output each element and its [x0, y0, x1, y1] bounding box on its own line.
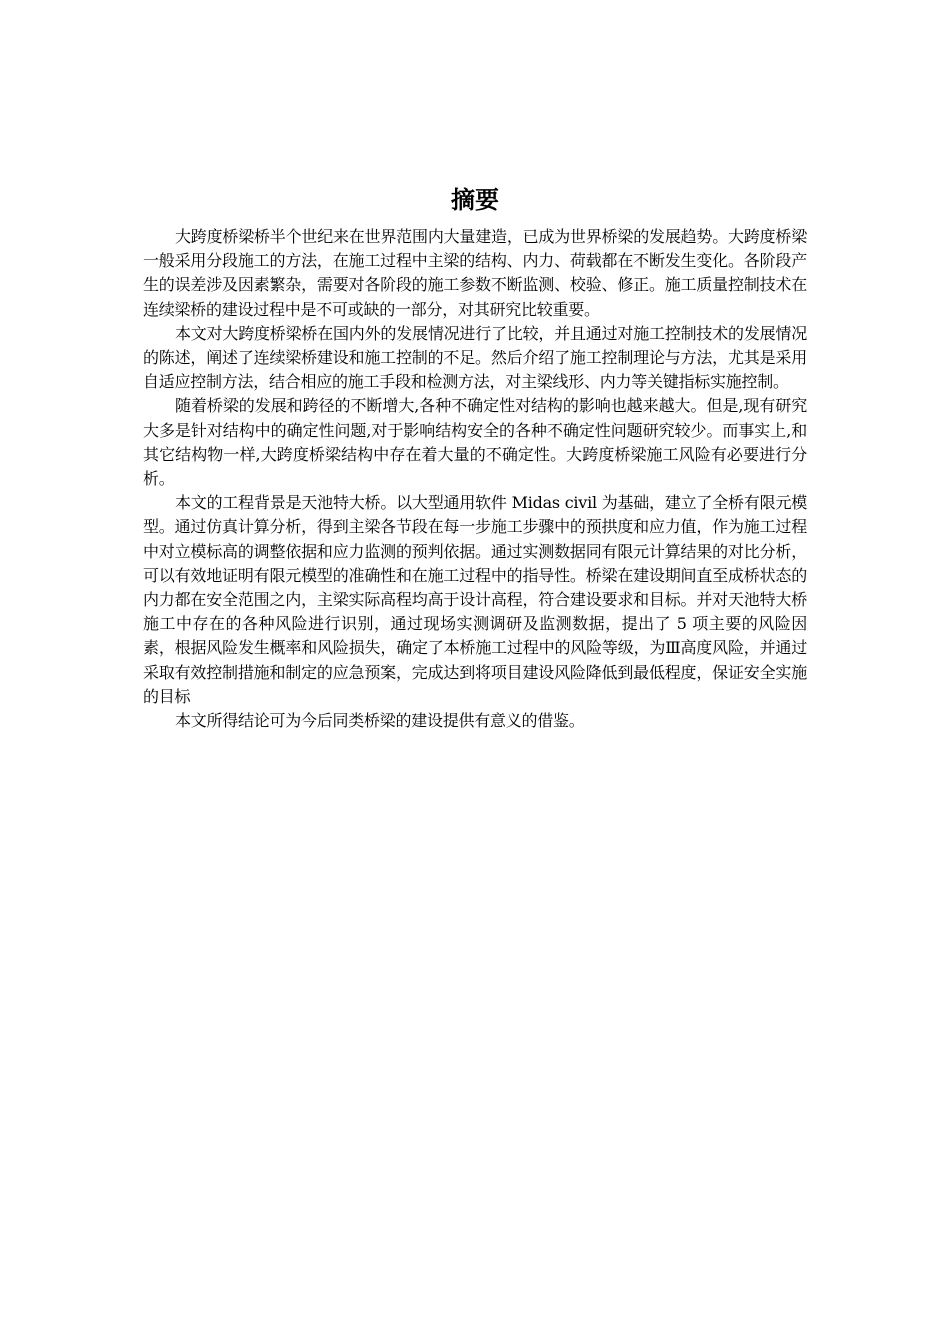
abstract-paragraph: 本文对大跨度桥梁桥在国内外的发展情况进行了比较，并且通过对施工控制技术的发展情况的陈述，阐述了连续梁桥建设和施工控制的不足。然后介绍了施工控制理论与方法，尤其是采用自适应控制方法，结合相应的施工手段和检测方法，对主梁线形、内力等关键指标实施控制。 — [143, 323, 807, 392]
abstract-paragraph: 本文的工程背景是天池特大桥。以大型通用软件 Midas civil 为基础，建立了全桥有限元模型。通过仿真计算分析，得到主梁各节段在每一步施工步骤中的预拱度和应力值，作为施工过程中对立模标高的调整依据和应力监测的预判依据。通过实测数据同有限元计算结果的对比分析，可以有效地证明有限元模型的准确性和在施工过程中的指导性。桥梁在建设期间直至成桥状态的内力都在安全范围之内，主梁实际高程均高于设计高程，符合建设要求和目标。并对天池特大桥施工中存在的各种风险进行识别，通过现场实测调研及监测数据，提出了 5 项主要的风险因素，根据风险发生概率和风险损失，确定了本桥施工过程中的风险等级，为Ⅲ高度风险，并通过采取有效控制措施和制定的应急预案，完成达到将项目建设风险降低到最低程度，保证安全实施的目标 — [143, 493, 807, 706]
abstract-paragraph: 大跨度桥梁桥半个世纪来在世界范围内大量建造，已成为世界桥梁的发展趋势。大跨度桥梁一般采用分段施工的方法，在施工过程中主梁的结构、内力、荷载都在不断发生变化。各阶段产生的误差涉及因素繁杂，需要对各阶段的施工参数不断监测、校验、修正。施工质量控制技术在连续梁桥的建设过程中是不可或缺的一部分，对其研究比较重要。 — [143, 227, 807, 319]
page-title: 摘要 — [451, 186, 499, 214]
abstract-paragraph: 本文所得结论可为今后同类桥梁的建设提供有意义的借鉴。 — [175, 711, 585, 731]
abstract-paragraph: 随着桥梁的发展和跨径的不断增大,各种不确定性对结构的影响也越来越大。但是,现有研究大多是针对结构中的确定性问题,对于影响结构安全的各种不确定性问题研究较少。而事实上,和其它结构物一样,大跨度桥梁结构中存在着大量的不确定性。大跨度桥梁施工风险有必要进行分析。 — [143, 396, 807, 489]
abstract-body — [143, 225, 807, 733]
